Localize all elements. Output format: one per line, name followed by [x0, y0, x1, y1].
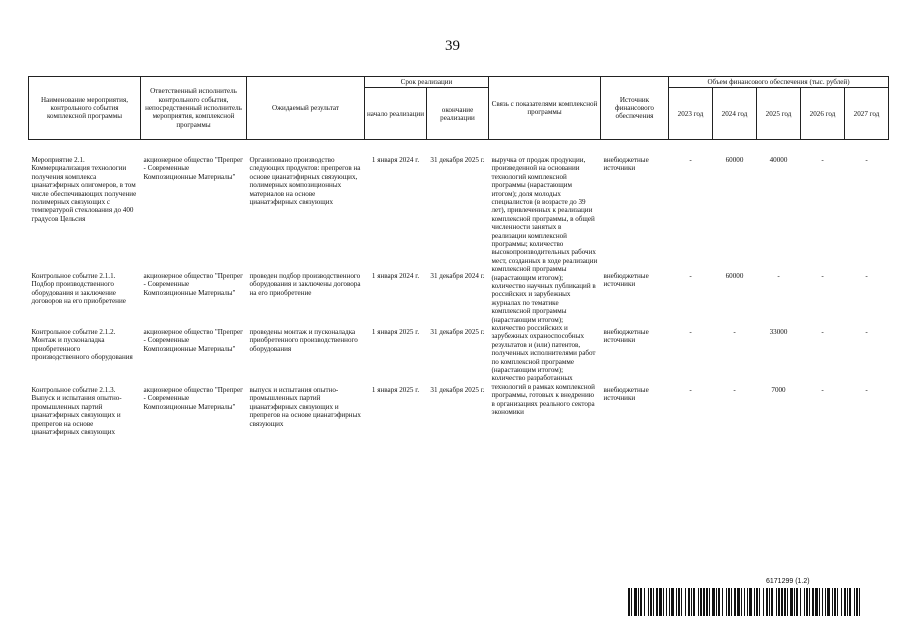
row-2027: - [865, 327, 868, 336]
row-source: внебюджетные источники [603, 327, 649, 345]
header-year-2026: 2026 год [801, 88, 845, 140]
row-2026: - [821, 327, 824, 336]
row-name: Мероприятие 2.1. Коммерциализация технологии получения комплекса цианатэфирных олигомеров, в том числе обеспечивающих получение полимерных связующих с температурой стеклования до 400 градусов Цельсия [31, 155, 137, 223]
row-link: выручка от продаж продукции, произведенной на основании технологий комплексной программы (нарастающим итогом); доля молодых специалистов (в возрасте до 39 лет), привлеченных к реализации комплексной программы, в общей численности занятых в реализации комплексной программы; количество высокопроизводительных рабочих мест, созданных в ходе реализации комплексной программы (нарастающим итогом); количество научных публикаций в российских и зарубежных журналах по тематике комплексной программы (нарастающим итогом); количество российских и зарубежных охраноспособных результатов и (или) патентов, полученных исполнителями работ по комплексной программе (нарастающим итогом); количество разработанных технологий в рамках комплексной программы, готовых к внедрению в организациях реального сектора экономики [491, 155, 598, 417]
row-result: Организовано производство следующих продуктов: препрегов на основе цианатэфирных связующих, полимерных композиционных материалов на основе цианатэфирных связующих [249, 155, 361, 206]
table-row [29, 270, 889, 326]
table-row [29, 154, 889, 270]
barcode-icon [628, 588, 860, 616]
row-end: 31 декабря 2024 г. [430, 271, 485, 280]
row-start: 1 января 2025 г. [371, 327, 420, 336]
row-result: проведены монтаж и пусконаладка приобретенного производственного оборудования [249, 327, 358, 353]
row-start: 1 января 2025 г. [371, 385, 420, 394]
row-responsible: акционерное общество "Препрег - Современные Композиционные Материалы" [143, 327, 244, 353]
row-2024: - [733, 385, 736, 394]
page-number: 39 [445, 38, 460, 54]
row-responsible: акционерное общество "Препрег - Современные Композиционные Материалы" [143, 271, 244, 297]
header-responsible: Ответственный исполнитель контрольного события, непосредственный исполнитель мероприятия, комплексной программы [141, 77, 247, 140]
row-end: 31 декабря 2025 г. [430, 327, 485, 336]
row-source: внебюджетные источники [603, 271, 649, 289]
header-result: Ожидаемый результат [247, 77, 365, 140]
header-year-2024: 2024 год [713, 88, 757, 140]
row-result: выпуск и испытания опытно-промышленных партий цианатэфирных связующих и препрегов на основе цианатэфирных связующих [249, 385, 361, 428]
row-2027: - [865, 385, 868, 394]
table-row [29, 384, 889, 564]
row-2027: - [865, 271, 868, 280]
row-2024: - [733, 327, 736, 336]
row-responsible: акционерное общество "Препрег - Современные Композиционные Материалы" [143, 385, 244, 411]
row-2023: - [689, 155, 692, 164]
row-2023: - [689, 327, 692, 336]
row-start: 1 января 2024 г. [371, 271, 420, 280]
header-source: Источник финансового обеспечения [601, 77, 669, 140]
row-2025: 7000 [771, 385, 786, 394]
header-year-2023: 2023 год [669, 88, 713, 140]
header-period: Срок реализации [365, 77, 489, 88]
program-table [28, 76, 889, 564]
row-2027: - [865, 155, 868, 164]
row-name: Контрольное событие 2.1.3. Выпуск и испытания опытно-промышленных партий цианатэфирных связующих и препрегов на основе цианатэфирных связующих [31, 385, 122, 436]
row-name: Контрольное событие 2.1.2. Монтаж и пусконаладка приобретенного производственного оборудования [31, 327, 133, 362]
row-name: Контрольное событие 2.1.1. Подбор производственного оборудования и заключение договоров на его приобретение [31, 271, 126, 306]
row-2026: - [821, 385, 824, 394]
row-2025: 33000 [769, 327, 788, 336]
row-2025: 40000 [769, 155, 788, 164]
row-2025: - [777, 271, 780, 280]
row-result: проведен подбор производственного оборудования и заключены договора на его приобретение [249, 271, 361, 297]
header-start: начало реализации [365, 88, 427, 140]
row-responsible: акционерное общество "Препрег - Современные Композиционные Материалы" [143, 155, 244, 181]
header-financing: Объем финансового обеспечения (тыс. рублей) [669, 77, 889, 88]
row-2026: - [821, 271, 824, 280]
table-row [29, 326, 889, 384]
header-link: Связь с показателями комплексной программы [489, 77, 601, 140]
row-2023: - [689, 385, 692, 394]
row-end: 31 декабря 2025 г. [430, 155, 485, 164]
header-end: окончание реализации [427, 88, 489, 140]
row-source: внебюджетные источники [603, 155, 649, 173]
row-2026: - [821, 155, 824, 164]
header-name: Наименование мероприятия, контрольного события комплексной программы [29, 77, 141, 140]
row-2024: 60000 [725, 271, 744, 280]
header-year-2027: 2027 год [845, 88, 889, 140]
header-year-2025: 2025 год [757, 88, 801, 140]
row-2024: 60000 [725, 155, 744, 164]
row-start: 1 января 2024 г. [371, 155, 420, 164]
barcode-number: 6171299 (1.2) [766, 578, 810, 585]
row-2023: - [689, 271, 692, 280]
row-end: 31 декабря 2025 г. [430, 385, 485, 394]
row-source: внебюджетные источники [603, 385, 649, 403]
